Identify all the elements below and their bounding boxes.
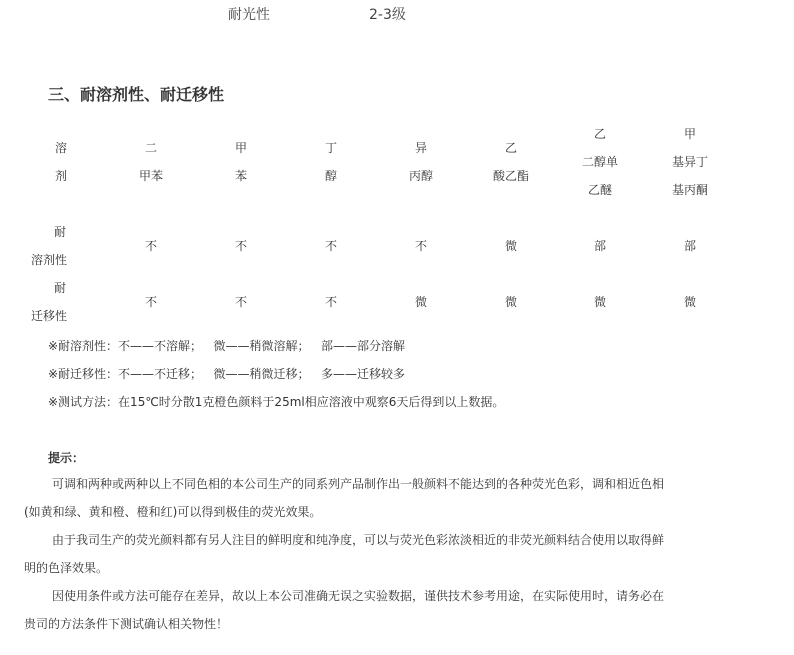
- table-cell: 不: [144, 295, 157, 309]
- table-cell: 微: [504, 239, 517, 253]
- table-cell: 不: [324, 239, 337, 253]
- table-cell: 微: [504, 295, 517, 309]
- header-xylene: 二 甲苯: [138, 141, 163, 183]
- lightfastness-value: 2-3级: [369, 7, 406, 23]
- lightfastness-label: 耐光性: [228, 7, 270, 23]
- section-title: 三、耐溶剂性、耐迁移性: [48, 85, 225, 104]
- header-glycol-ether: 乙 二醇单 乙醚: [581, 127, 618, 197]
- table-cell: 不: [234, 239, 247, 253]
- header-ethyl-acetate: 乙 酸乙酯: [492, 141, 529, 183]
- row-label-migration-resistance: 耐 迁移性: [30, 281, 67, 323]
- header-mibk: 甲 基异丁 基丙酮: [671, 127, 708, 197]
- table-cell: 部: [683, 239, 696, 253]
- tip-paragraph: 可调和两种或两种以上不同色相的本公司生产的同系列产品制作出一般颜料不能达到的各种荧光色彩，调和相近色相 (如黄和绿、黄和橙、橙和红)可以得到极佳的荧光效果。: [24, 477, 665, 519]
- table-cell: 不: [324, 295, 337, 309]
- table-cell: 微: [593, 295, 606, 309]
- table-cell: 部: [593, 239, 606, 253]
- header-butanol: 丁 醇: [324, 141, 337, 183]
- tip-paragraph: 因使用条件或方法可能存在差异，故以上本公司准确无误之实验数据，谨供技术参考用途，在实际使用时，请务必在 贵司的方法条件下测试确认相关物性！: [24, 589, 665, 631]
- table-cell: 微: [683, 295, 696, 309]
- table-cell: 不: [234, 295, 247, 309]
- table-cell: 不: [144, 239, 157, 253]
- legend-note-migration: ※耐迁移性：不——不迁移； 微——稍微迁移； 多——迁移较多: [48, 367, 405, 381]
- test-method-note: ※测试方法：在15℃时分散1克橙色颜料于25ml相应溶液中观察6天后得到以上数据。: [48, 395, 505, 409]
- header-isopropanol: 异 丙醇: [408, 141, 433, 183]
- tip-paragraph: 由于我司生产的荧光颜料都有另人注目的鲜明度和纯净度，可以与荧光色彩浓淡相近的非荧光颜料结合使用以取得鲜 明的色泽效果。: [24, 533, 665, 575]
- tip-title: 提示：: [48, 451, 85, 465]
- table-cell: 微: [414, 295, 427, 309]
- header-toluene: 甲 苯: [234, 141, 247, 183]
- table-cell: 不: [414, 239, 427, 253]
- row-label-solvent-resistance: 耐 溶剂性: [30, 225, 67, 267]
- header-solvent: 溶 剂: [54, 141, 67, 183]
- legend-note-solvent: ※耐溶剂性：不——不溶解； 微——稍微溶解； 部——部分溶解: [48, 339, 405, 353]
